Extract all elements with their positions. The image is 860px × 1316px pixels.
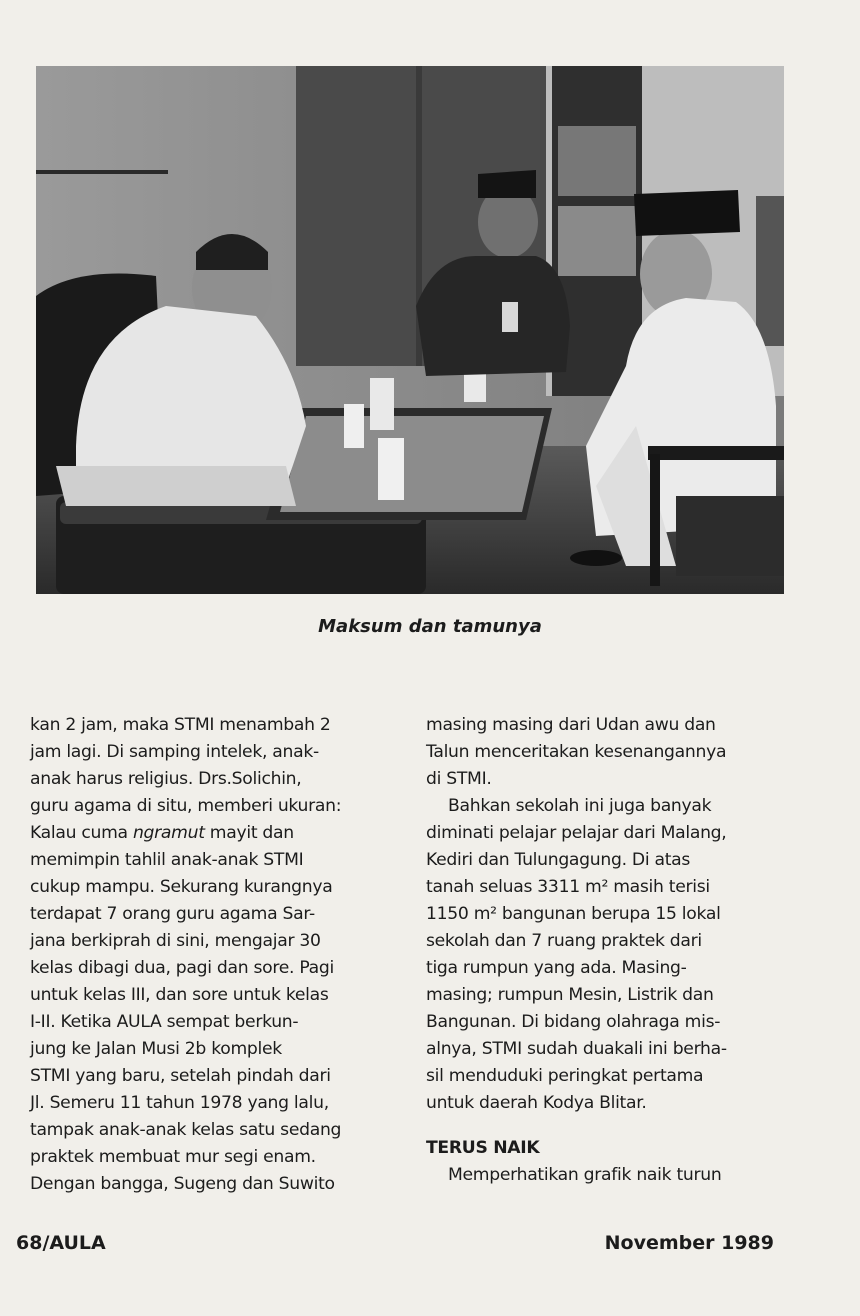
text-line: masing masing dari Udan awu dan xyxy=(426,715,716,735)
text-line: jam lagi. Di samping intelek, anak- xyxy=(30,742,319,762)
text-line: jung ke Jalan Musi 2b komplek xyxy=(30,1039,282,1059)
text-line: di STMI. xyxy=(426,769,492,789)
text-line: terdapat 7 orang guru agama Sar- xyxy=(30,904,315,924)
section-heading: TERUS NAIK xyxy=(426,1138,540,1158)
text-line: guru agama di situ, memberi ukuran: xyxy=(30,796,342,816)
text-line: STMI yang baru, setelah pindah dari xyxy=(30,1066,331,1086)
text-line: cukup mampu. Sekurang kurangnya xyxy=(30,877,333,897)
text-line: kan 2 jam, maka STMI menambah 2 xyxy=(30,715,331,735)
page-folio: 68/AULA xyxy=(16,1232,106,1254)
text-line: untuk daerah Kodya Blitar. xyxy=(426,1093,647,1113)
text-line: sil menduduki peringkat pertama xyxy=(426,1066,704,1086)
text-fragment: mayit dan xyxy=(204,823,294,843)
photo-caption: Maksum dan tamunya xyxy=(318,616,542,637)
text-line: alnya, STMI sudah duakali ini berha- xyxy=(426,1039,727,1059)
text-line: sekolah dan 7 ruang praktek dari xyxy=(426,931,702,951)
text-line: praktek membuat mur segi enam. xyxy=(30,1147,316,1167)
text-line: tanah seluas 3311 m² masih terisi xyxy=(426,877,710,897)
text-line: Memperhatikan grafik naik turun xyxy=(448,1165,722,1185)
text-line: Kediri dan Tulungagung. Di atas xyxy=(426,850,691,870)
text-line: untuk kelas III, dan sore untuk kelas xyxy=(30,985,329,1005)
text-line: tampak anak-anak kelas satu sedang xyxy=(30,1120,342,1140)
text-line: tiga rumpun yang ada. Masing- xyxy=(426,958,687,978)
text-line: diminati pelajar pelajar dari Malang, xyxy=(426,823,727,843)
text-line: Jl. Semeru 11 tahun 1978 yang lalu, xyxy=(30,1093,329,1113)
text-line: Dengan bangga, Sugeng dan Suwito xyxy=(30,1174,335,1194)
text-line: I-II. Ketika AULA sempat berkun- xyxy=(30,1012,299,1032)
text-line: jana berkiprah di sini, mengajar 30 xyxy=(30,931,321,951)
photo-illustration xyxy=(36,66,784,594)
text-line: Bangunan. Di bidang olahraga mis- xyxy=(426,1012,721,1032)
text-line: anak harus religius. Drs.Solichin, xyxy=(30,769,302,789)
text-line: Bahkan sekolah ini juga banyak xyxy=(448,796,712,816)
text-fragment: Kalau cuma xyxy=(30,823,133,843)
text-line: masing; rumpun Mesin, Listrik dan xyxy=(426,985,714,1005)
text-line xyxy=(30,820,398,847)
text-line: kelas dibagi dua, pagi dan sore. Pagi xyxy=(30,958,334,978)
issue-date: November 1989 xyxy=(604,1232,774,1254)
italic-term: ngramut xyxy=(132,823,205,843)
article-column-left xyxy=(30,712,398,1198)
text-line: memimpin tahlil anak-anak STMI xyxy=(30,850,304,870)
article-column-right xyxy=(426,712,792,1189)
article-photo xyxy=(36,66,784,594)
text-line: Talun menceritakan kesenangannya xyxy=(426,742,727,762)
text-line: 1150 m² bangunan berupa 15 lokal xyxy=(426,904,721,924)
